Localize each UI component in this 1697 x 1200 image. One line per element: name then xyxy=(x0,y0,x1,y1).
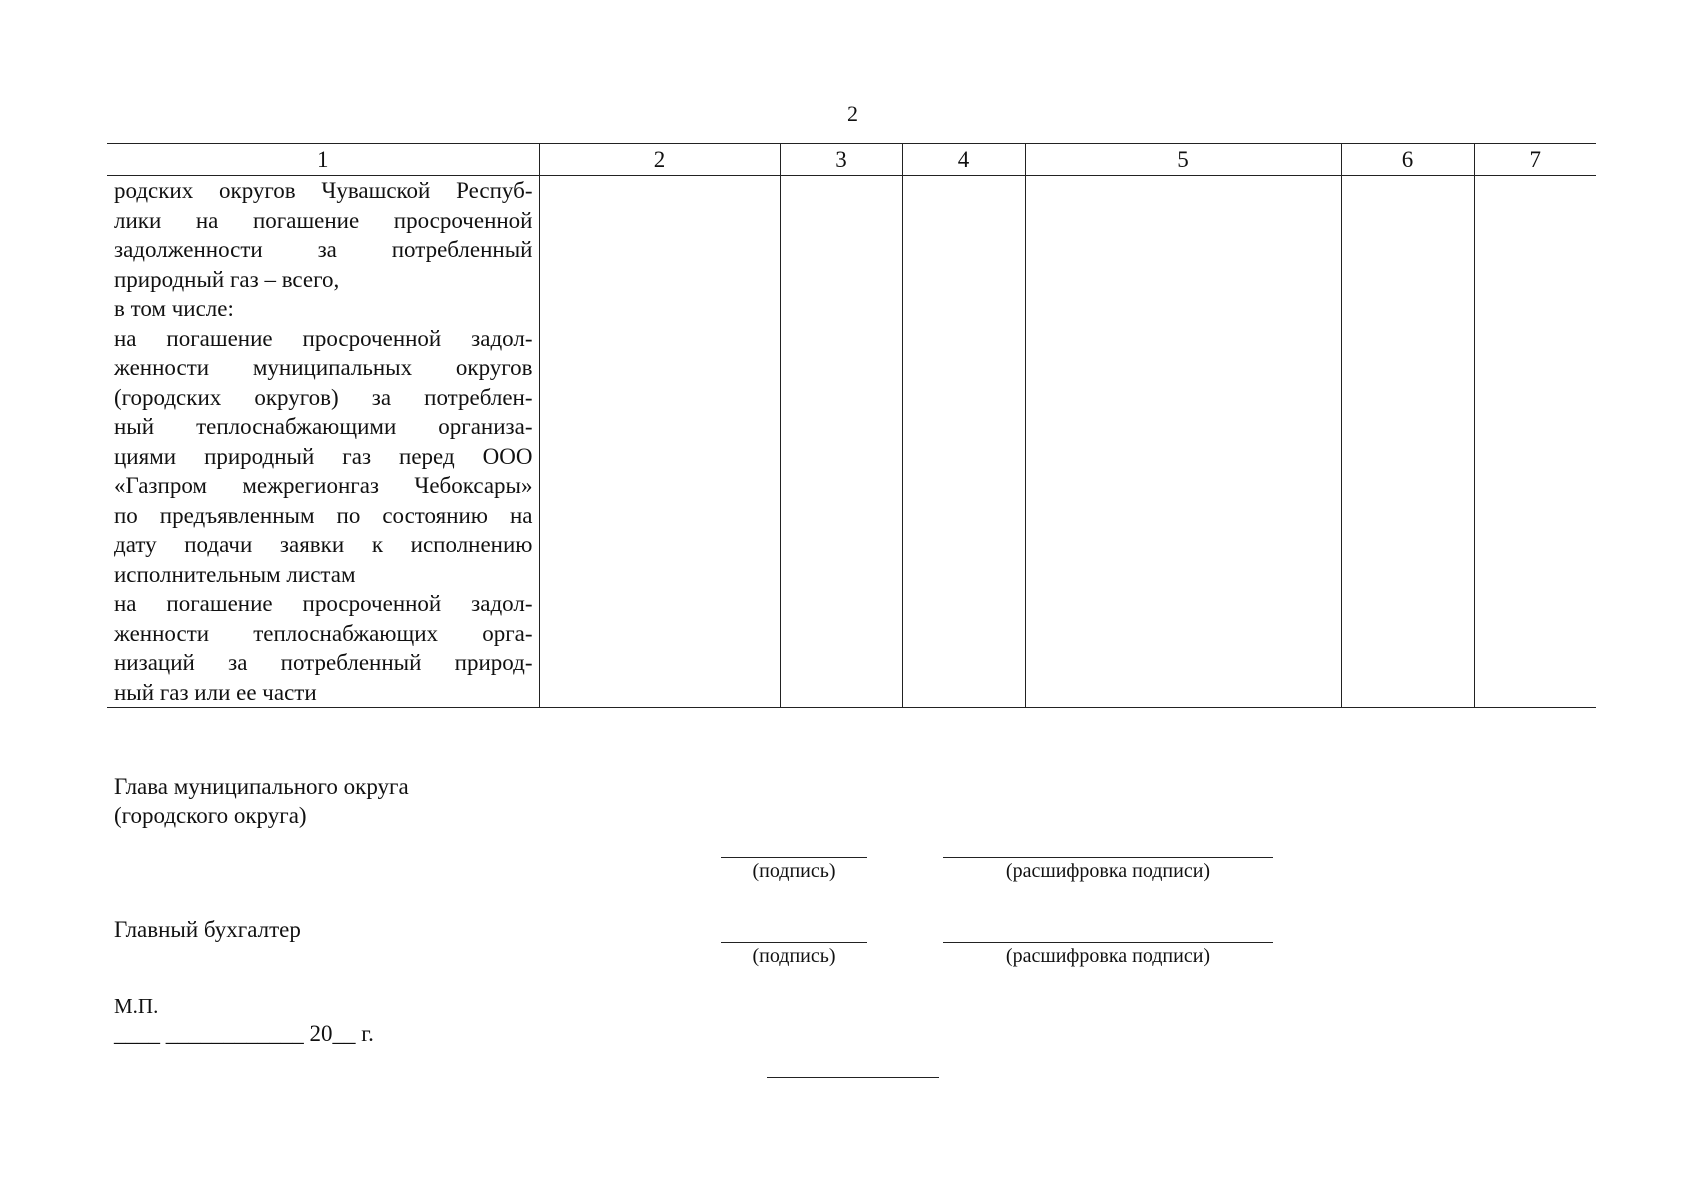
seal-label: М.П. xyxy=(114,994,159,1018)
table-cell xyxy=(902,176,1025,708)
column-number-1: 1 xyxy=(107,144,539,176)
head-decode-caption: (расшифровка подписи) xyxy=(1005,860,1211,882)
head-signature-line xyxy=(721,857,867,858)
accountant-title: Главный бухгалтер xyxy=(114,917,301,942)
column-number-2: 2 xyxy=(539,144,780,176)
column-number-3: 3 xyxy=(780,144,902,176)
table-cell xyxy=(780,176,902,708)
table-cell xyxy=(1474,176,1596,708)
head-signature-title xyxy=(114,772,409,830)
description-line: в том числе: xyxy=(114,296,234,321)
accountant-decode-line xyxy=(943,942,1273,943)
report-table xyxy=(107,143,1596,708)
head-decode-line xyxy=(943,857,1273,858)
accountant-decode-caption: (расшифровка подписи) xyxy=(1005,945,1211,967)
column-number-7: 7 xyxy=(1474,144,1596,176)
end-separator-line xyxy=(767,1077,939,1078)
description-line: низаций за потребленный природ- xyxy=(114,650,533,675)
description-line: родских округов Чувашской Респуб- xyxy=(114,178,533,203)
row-description xyxy=(107,176,539,708)
description-line: на погашение просроченной задол- xyxy=(114,591,533,616)
description-line: задолженности за потребленный xyxy=(114,237,533,262)
accountant-signature-caption: (подпись) xyxy=(752,945,836,967)
head-signature-caption: (подпись) xyxy=(752,860,836,882)
description-line: «Газпром межрегионгаз Чебоксары» xyxy=(114,473,533,498)
head-title-line: Глава муниципального округа xyxy=(114,774,409,799)
description-line: циями природный газ перед ООО xyxy=(114,443,533,469)
description-line: исполнительным листам xyxy=(114,561,356,587)
head-title-line: (городского округа) xyxy=(114,803,307,828)
description-line: женности муниципальных округов xyxy=(114,355,533,380)
description-line: на погашение просроченной задол- xyxy=(114,325,533,351)
date-line: ____ ____________ 20__ г. xyxy=(114,1021,374,1046)
table-cell xyxy=(539,176,780,708)
table-header-row xyxy=(107,144,1596,176)
description-line: ный газ или ее части xyxy=(114,679,317,705)
table-row xyxy=(107,176,1596,708)
page-number: 2 xyxy=(847,101,858,126)
description-line: женности теплоснабжающих орга- xyxy=(114,620,533,646)
column-number-5: 5 xyxy=(1025,144,1341,176)
description-line: по предъявленным по состоянию на xyxy=(114,502,533,528)
column-number-6: 6 xyxy=(1341,144,1474,176)
table-cell xyxy=(1341,176,1474,708)
description-line: ный теплоснабжающими организа- xyxy=(114,414,533,439)
description-line: дату подачи заявки к исполнению xyxy=(114,532,533,557)
description-line: природный газ – всего, xyxy=(114,266,340,292)
table-cell xyxy=(1025,176,1341,708)
description-line: лики на погашение просроченной xyxy=(114,207,533,233)
accountant-signature-line xyxy=(721,942,867,943)
description-line: (городских округов) за потреблен- xyxy=(114,384,533,410)
column-number-4: 4 xyxy=(902,144,1025,176)
